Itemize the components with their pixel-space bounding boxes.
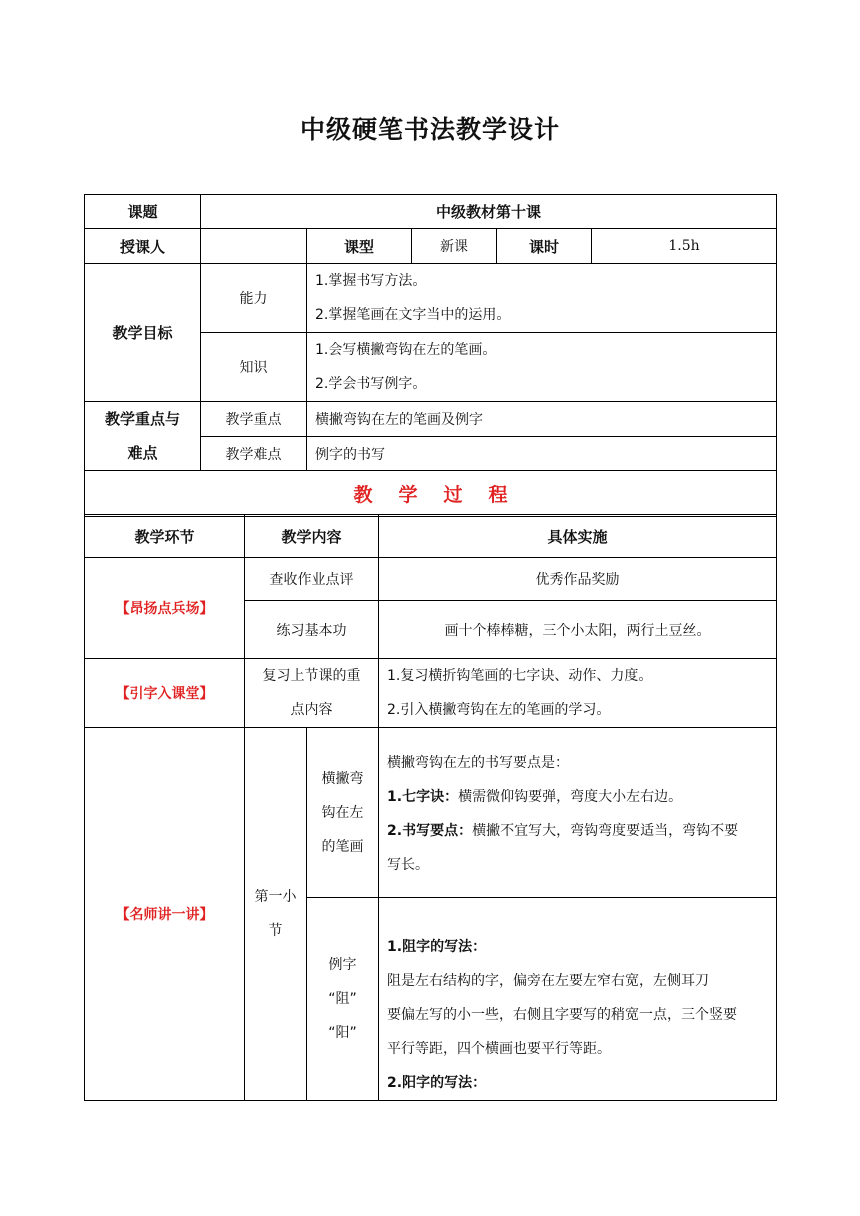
col-impl: 具体实施: [379, 515, 777, 558]
example-line3: “阳”: [328, 1025, 357, 1041]
time-label: 课时: [497, 229, 592, 264]
topic-label: 课题: [85, 195, 201, 229]
page-title: 中级硬笔书法教学设计: [299, 115, 560, 144]
stage1-name: 【昂扬点兵场】: [85, 558, 245, 659]
topic-value: 中级教材第十课: [201, 195, 777, 229]
stage1-impl-2: 画十个棒棒糖，三个小太阳，两行土豆丝。: [379, 601, 777, 659]
focus-label-line1: 教学重点与: [104, 410, 180, 428]
example-text-1: 阻是左右结构的字，偏旁在左要左窄右宽，左侧耳刀: [387, 973, 710, 989]
ability-item-1: 1.掌握书写方法。: [315, 273, 427, 289]
stage1-content-1: 查收作业点评: [245, 558, 379, 601]
teacher-value: [201, 229, 307, 264]
example-text-3: 平行等距，四个横画也要平行等距。: [387, 1041, 612, 1057]
stage2-content-line2: 点内容: [290, 702, 333, 718]
focus-label-line2: 难点: [127, 444, 158, 462]
stroke-intro: 横撇弯钩在左的书写要点是：: [387, 755, 570, 771]
stage1-content-2: 练习基本功: [245, 601, 379, 659]
stage2-content-line1: 复习上节课的重: [262, 668, 361, 684]
example-heading-2: 2.阳字的写法：: [387, 1075, 487, 1091]
stage2-impl-2: 2.引入横撇弯钩在左的笔画的学习。: [387, 702, 611, 718]
process-title: 教学过程: [85, 471, 777, 517]
stroke-line2: 钩在左: [321, 804, 364, 821]
section-line1: 第一小: [254, 889, 297, 905]
knowledge-label: 知识: [201, 333, 307, 402]
goals-label: 教学目标: [85, 264, 201, 402]
stroke-line3: 的笔画: [321, 838, 364, 855]
stroke-p1-label: 1.七字诀：: [387, 789, 459, 805]
type-label: 课型: [307, 229, 412, 264]
teacher-label: 授课人: [85, 229, 201, 264]
time-value: 1.5h: [592, 229, 777, 264]
section-line2: 节: [268, 923, 283, 939]
difficulty-label: 教学难点: [201, 437, 307, 471]
key-label: 教学重点: [201, 402, 307, 437]
stage2-impl-1: 1.复习横折钩笔画的七字诀、动作、力度。: [387, 668, 653, 684]
ability-items: [307, 264, 777, 333]
knowledge-items: [307, 333, 777, 402]
stroke-p2-text-a: 横撇不宜写大，弯钩弯度要适当，弯钩不要: [472, 823, 739, 839]
difficulty-value: 例字的书写: [307, 437, 777, 471]
stage3-name: 【名师讲一讲】: [85, 728, 245, 1101]
example-line1: 例字: [328, 957, 357, 973]
col-content: 教学内容: [245, 515, 379, 558]
stroke-point-2: [387, 814, 776, 848]
example-detail: [379, 898, 777, 1101]
example-text-2: 要偏左写的小一些，右侧且字要写的稍宽一点，三个竖要: [387, 1007, 738, 1023]
stage2-name: 【引字入课堂】: [85, 659, 245, 728]
example-line2: “阻”: [328, 991, 357, 1007]
stroke-p2-label: 2.书写要点：: [387, 823, 473, 839]
example-heading-1: 1.阻字的写法：: [387, 939, 487, 955]
stage1-impl-1: 优秀作品奖励: [379, 558, 777, 601]
example-label: [307, 898, 379, 1101]
type-value: 新课: [412, 229, 497, 264]
stroke-line1: 横撇弯: [321, 770, 364, 787]
ability-item-2: 2.掌握笔画在文字当中的运用。: [315, 307, 511, 323]
stage3-section: [245, 728, 307, 1101]
col-stage: 教学环节: [85, 515, 245, 558]
process-table: [84, 514, 777, 1101]
key-value: 横撇弯钩在左的笔画及例字: [307, 402, 777, 437]
stroke-point-2-cont: 写长。: [387, 857, 430, 873]
stage2-impl: [379, 659, 777, 728]
knowledge-item-2: 2.学会书写例字。: [315, 376, 427, 392]
stroke-point-1: [387, 780, 776, 814]
stage2-content: [245, 659, 379, 728]
knowledge-item-1: 1.会写横撇弯钩在左的笔画。: [315, 342, 497, 358]
stroke-p1-text: 横需微仰钩要弹，弯度大小左右边。: [458, 789, 683, 805]
stroke-detail: [379, 728, 777, 898]
ability-label: 能力: [201, 264, 307, 333]
focus-label: [85, 402, 201, 471]
lesson-info-table: [84, 194, 777, 517]
stroke-label: [307, 728, 379, 898]
